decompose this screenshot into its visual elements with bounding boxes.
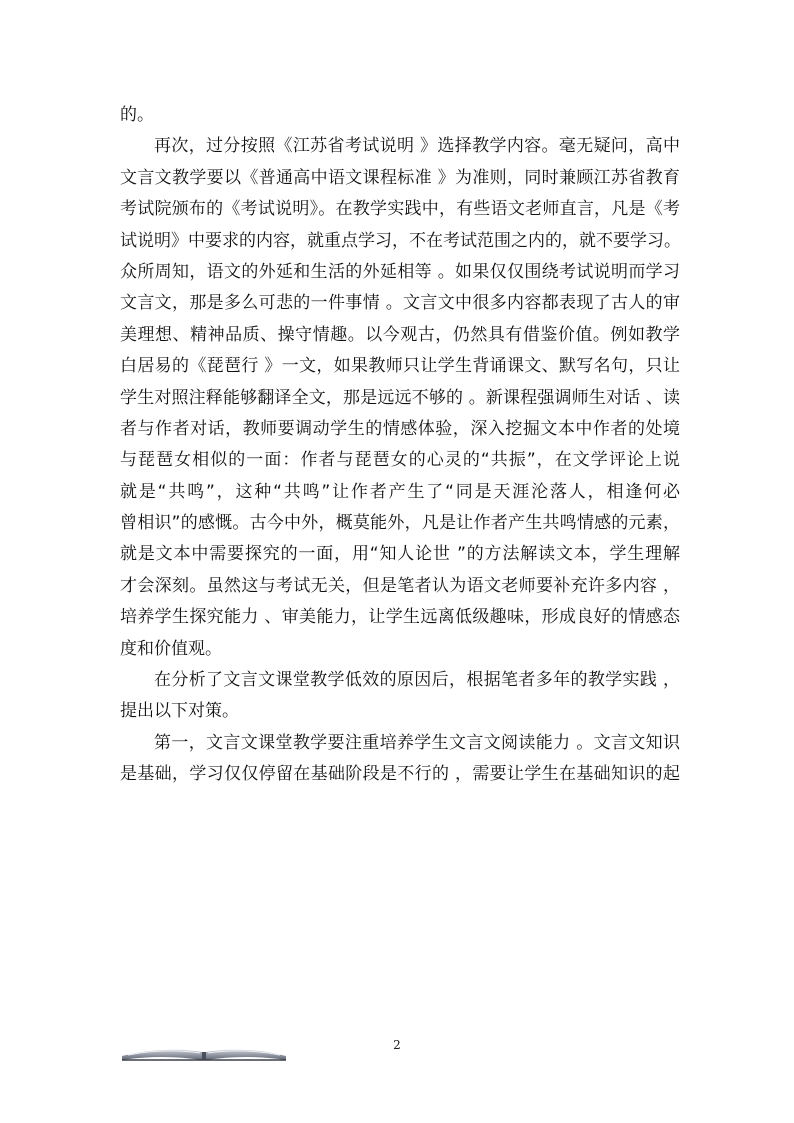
text-line: 众所周知，语文的外延和生活的外延相等 。如果仅仅围绕考试说明而学习 [120,261,680,282]
text-line: 提出以下对策。 [120,701,239,722]
text-line: 试说明》中要求的内容，就重点学习，不在考试范围之内的，就不要学习。 [120,230,681,251]
text-line: 曾相识”的感慨。古今中外，概莫能外，凡是让作者产生共鸣情感的元素， [120,513,680,534]
text-line: 才会深刻。虽然这与考试无关，但是笔者认为语文老师要补充许多内容 ， [120,575,680,596]
text-line: 美理想、精神品质、操守情趣。以今观古，仍然具有借鉴价值。例如教学 [120,324,680,345]
text-line: 度和价值观。 [120,638,222,659]
text-line: 是基础，学习仅仅停留在基础阶段是不行的 ，需要让学生在基础知识的起 [120,764,680,785]
text-line: 的。 [120,105,154,125]
text-line: 考试院颁布的《考试说明》。在教学实践中，有些语文老师直言，凡是《考 [120,199,680,220]
open-book-icon [120,1040,288,1062]
text-line: 培养学生探究能力 、审美能力，让学生远离低级趣味，形成良好的情感态 [120,607,680,628]
text-line: 与琵琶女相似的一面：作者与琵琶女的心灵的“共振”，在文学评论上说 [120,450,680,471]
text-line: 再次，过分按照《江苏省考试说明 》选择教学内容。毫无疑问，高中 [154,136,680,157]
text-line: 者与作者对话，教师要调动学生的情感体验，深入挖掘文本中作者的处境 [120,418,680,439]
text-line: 第一，文言文课堂教学要注重培养学生文言文阅读能力 。文言文知识 [154,732,680,753]
text-line: 在分析了文言文课堂教学低效的原因后，根据笔者多年的教学实践 ， [154,670,680,691]
page-number: 2 [393,1038,401,1052]
text-line: 文言文教学要以《普通高中语文课程标准 》为准则，同时兼顾江苏省教育 [120,167,680,188]
text-line: 白居易的《琵琶行 》一文，如果教师只让学生背诵课文、默写名句，只让 [120,356,680,377]
text-line: 学生对照注释能够翻译全文，那是远远不够的 。新课程强调师生对话 、读 [120,387,680,408]
text-line: 文言文，那是多么可悲的一件事情 。文言文中很多内容都表现了古人的审 [120,293,680,314]
text-line: 就是“共鸣”，这种“共鸣”让作者产生了“同是天涯沦落人，相逢何必 [120,481,680,502]
page-footer [0,1030,794,1070]
text-line: 就是文本中需要探究的一面，用“知人论世 ”的方法解读文本，学生理解 [120,544,680,565]
body-text [120,100,680,791]
